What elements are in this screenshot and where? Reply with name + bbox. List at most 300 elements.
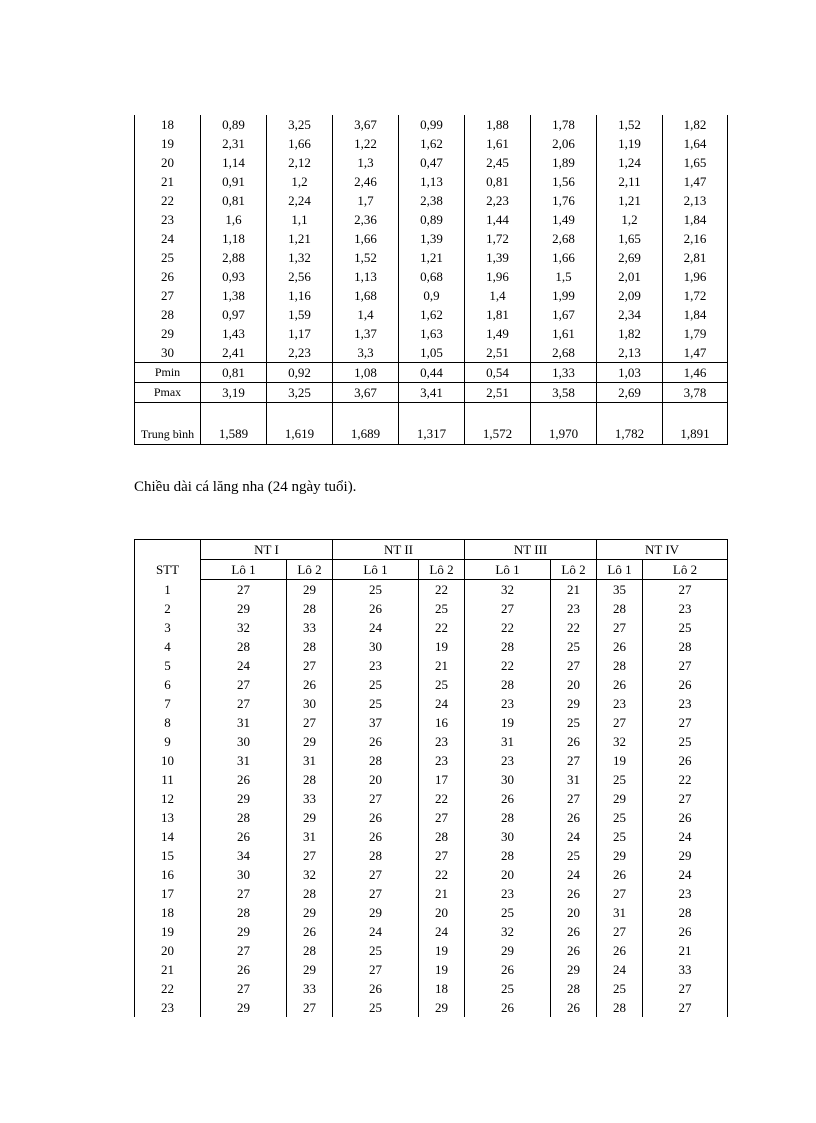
- table-cell: 30: [465, 827, 551, 846]
- table-cell: 1,4: [465, 286, 531, 305]
- table-cell: 23: [333, 656, 419, 675]
- table-cell: 30: [465, 770, 551, 789]
- table-cell: 19: [135, 134, 201, 153]
- table-cell: 1,66: [333, 229, 399, 248]
- table-cell: 28: [201, 637, 287, 656]
- table-cell: 25: [643, 732, 728, 751]
- sub-header: Lô 2: [419, 560, 465, 580]
- table-cell: 3,78: [663, 383, 728, 403]
- sub-header: Lô 1: [201, 560, 287, 580]
- table-cell: 23: [135, 998, 201, 1017]
- table-cell: 21: [135, 960, 201, 979]
- table-row: [135, 580, 728, 600]
- table-cell: 1,61: [531, 324, 597, 343]
- table-cell: 1,6: [201, 210, 267, 229]
- table-cell: 28: [597, 656, 643, 675]
- table-cell: 1,22: [333, 134, 399, 153]
- table-cell: 15: [135, 846, 201, 865]
- table-cell: 25: [135, 248, 201, 267]
- table-cell: 30: [287, 694, 333, 713]
- table-cell: 26: [643, 808, 728, 827]
- table-row: [135, 770, 728, 789]
- table-cell: 25: [465, 903, 551, 922]
- table-cell: 28: [643, 903, 728, 922]
- sub-header: Lô 1: [597, 560, 643, 580]
- table-cell: 28: [419, 827, 465, 846]
- table-cell: 23: [643, 694, 728, 713]
- table-cell: 29: [287, 580, 333, 600]
- table-cell: 1,13: [399, 172, 465, 191]
- table-cell: 1,24: [597, 153, 663, 172]
- table-cell: 29: [333, 903, 419, 922]
- table-row: [135, 210, 728, 229]
- table-cell: 25: [333, 941, 419, 960]
- table-cell: 33: [643, 960, 728, 979]
- average-row: [135, 403, 728, 445]
- table-cell: 26: [551, 922, 597, 941]
- table-cell: 29: [287, 732, 333, 751]
- table-cell: 27: [201, 979, 287, 998]
- table-cell: 0,99: [399, 115, 465, 134]
- table-cell: 30: [201, 732, 287, 751]
- table-cell: 1,47: [663, 343, 728, 363]
- sub-header-row: [135, 560, 728, 580]
- table-cell: 31: [287, 827, 333, 846]
- table-cell: 29: [201, 789, 287, 808]
- table-cell: 2,36: [333, 210, 399, 229]
- table-cell: 25: [419, 675, 465, 694]
- table-cell: 1,21: [399, 248, 465, 267]
- table-cell: 1,38: [201, 286, 267, 305]
- table-row: [135, 922, 728, 941]
- table-cell: 2,88: [201, 248, 267, 267]
- table-row: [135, 751, 728, 770]
- table-cell: 0,97: [201, 305, 267, 324]
- table-cell: 2,06: [531, 134, 597, 153]
- table-cell: 3,19: [201, 383, 267, 403]
- table-cell: 2,34: [597, 305, 663, 324]
- table-cell: 25: [597, 808, 643, 827]
- table-cell: 28: [201, 808, 287, 827]
- table-cell: 1,79: [663, 324, 728, 343]
- table-cell: 13: [135, 808, 201, 827]
- table-cell: 26: [597, 675, 643, 694]
- average-value: 1,317: [399, 403, 465, 445]
- table-cell: 1,3: [333, 153, 399, 172]
- table-cell: 0,47: [399, 153, 465, 172]
- table-cell: 27: [597, 618, 643, 637]
- table-cell: 30: [201, 865, 287, 884]
- table-cell: 29: [287, 903, 333, 922]
- table-cell: 2,51: [465, 343, 531, 363]
- table-row: [135, 248, 728, 267]
- table-cell: 26: [465, 789, 551, 808]
- table-cell: 29: [551, 694, 597, 713]
- table-row: [135, 846, 728, 865]
- table-row: [135, 713, 728, 732]
- table-cell: 27: [419, 808, 465, 827]
- table-cell: 24: [551, 827, 597, 846]
- table-row: [135, 229, 728, 248]
- table-cell: 20: [135, 941, 201, 960]
- table-cell: 1,1: [267, 210, 333, 229]
- table-cell: 26: [287, 922, 333, 941]
- table-cell: 28: [551, 979, 597, 998]
- table-cell: 17: [419, 770, 465, 789]
- table-cell: 1,61: [465, 134, 531, 153]
- table-cell: 34: [201, 846, 287, 865]
- table-cell: 20: [135, 153, 201, 172]
- table-cell: 27: [201, 941, 287, 960]
- table-cell: 27: [597, 884, 643, 903]
- table-cell: 35: [597, 580, 643, 600]
- table-cell: 27: [201, 675, 287, 694]
- table-cell: 16: [135, 865, 201, 884]
- table-cell: 27: [551, 656, 597, 675]
- table-cell: 29: [201, 922, 287, 941]
- table-cell: 0,81: [201, 191, 267, 210]
- table-cell: 24: [551, 865, 597, 884]
- table-cell: 2,38: [399, 191, 465, 210]
- table-cell: 24: [201, 656, 287, 675]
- table-cell: 28: [333, 751, 419, 770]
- length-table-body: [135, 580, 728, 1018]
- table-cell: 21: [419, 656, 465, 675]
- table-cell: 20: [465, 865, 551, 884]
- table-cell: 27: [287, 846, 333, 865]
- table-cell: 25: [597, 979, 643, 998]
- table-cell: 19: [465, 713, 551, 732]
- table-cell: 2,16: [663, 229, 728, 248]
- table-cell: 37: [333, 713, 419, 732]
- table-cell: 25: [597, 770, 643, 789]
- table-cell: 1,66: [267, 134, 333, 153]
- table-row: [135, 789, 728, 808]
- table-cell: 26: [551, 732, 597, 751]
- table-cell: 19: [135, 922, 201, 941]
- table-cell: 17: [135, 884, 201, 903]
- table-cell: 28: [643, 637, 728, 656]
- table-cell: 1,08: [333, 363, 399, 383]
- table-cell: 26: [551, 808, 597, 827]
- table-cell: 26: [597, 941, 643, 960]
- table-cell: 16: [419, 713, 465, 732]
- table-row: [135, 675, 728, 694]
- table-cell: 25: [551, 846, 597, 865]
- table-cell: 2,56: [267, 267, 333, 286]
- table-cell: 0,92: [267, 363, 333, 383]
- table-cell: 31: [201, 713, 287, 732]
- table-cell: 28: [333, 846, 419, 865]
- table-cell: 6: [135, 675, 201, 694]
- average-value: 1,619: [267, 403, 333, 445]
- table-cell: 24: [333, 618, 419, 637]
- table-cell: 26: [201, 960, 287, 979]
- table-cell: 1,46: [663, 363, 728, 383]
- table-cell: 1,18: [201, 229, 267, 248]
- table-cell: 26: [597, 865, 643, 884]
- table-cell: 28: [465, 808, 551, 827]
- group-header: NT III: [465, 540, 597, 560]
- table-cell: 8: [135, 713, 201, 732]
- table-cell: 28: [287, 884, 333, 903]
- weight-table-body: [135, 115, 728, 445]
- table-cell: 26: [135, 267, 201, 286]
- table-cell: 1,68: [333, 286, 399, 305]
- average-value: 1,891: [663, 403, 728, 445]
- table-cell: 1,17: [267, 324, 333, 343]
- table-cell: 12: [135, 789, 201, 808]
- table-cell: 3,41: [399, 383, 465, 403]
- table-cell: 1,64: [663, 134, 728, 153]
- weight-table: [134, 115, 728, 445]
- table-cell: 23: [465, 751, 551, 770]
- table-cell: 28: [287, 941, 333, 960]
- table-cell: 1,62: [399, 134, 465, 153]
- table-cell: 24: [419, 694, 465, 713]
- table-cell: 27: [643, 789, 728, 808]
- table-cell: 26: [551, 884, 597, 903]
- table-cell: 27: [551, 789, 597, 808]
- table-cell: 19: [597, 751, 643, 770]
- table-cell: 23: [597, 694, 643, 713]
- average-label: Trung bình: [135, 403, 201, 445]
- table-cell: 26: [465, 960, 551, 979]
- table-cell: 27: [333, 884, 419, 903]
- table-cell: 21: [135, 172, 201, 191]
- table-cell: 2,01: [597, 267, 663, 286]
- table-cell: 3,3: [333, 343, 399, 363]
- stt-header-top: [135, 540, 201, 560]
- table-cell: 23: [643, 884, 728, 903]
- table-row: [135, 267, 728, 286]
- table-cell: 33: [287, 789, 333, 808]
- table-cell: 1,47: [663, 172, 728, 191]
- table-cell: 29: [597, 846, 643, 865]
- table-cell: 28: [597, 599, 643, 618]
- table-cell: 0,9: [399, 286, 465, 305]
- table-cell: 31: [201, 751, 287, 770]
- table-cell: 27: [643, 979, 728, 998]
- table-cell: 29: [135, 324, 201, 343]
- table-cell: 22: [135, 191, 201, 210]
- stt-header: STT: [135, 560, 201, 580]
- table-cell: 1,99: [531, 286, 597, 305]
- table-cell: 5: [135, 656, 201, 675]
- table-row: [135, 732, 728, 751]
- table-cell: 1,84: [663, 210, 728, 229]
- table-row: [135, 808, 728, 827]
- table-cell: 0,81: [201, 363, 267, 383]
- table-cell: 3,67: [333, 115, 399, 134]
- average-value: 1,572: [465, 403, 531, 445]
- table-cell: 1,63: [399, 324, 465, 343]
- table-cell: 29: [287, 808, 333, 827]
- table-cell: 22: [551, 618, 597, 637]
- table-cell: 26: [551, 941, 597, 960]
- table-cell: 22: [643, 770, 728, 789]
- table-cell: 29: [597, 789, 643, 808]
- table-cell: 20: [419, 903, 465, 922]
- table-cell: 1,13: [333, 267, 399, 286]
- table-cell: 1,16: [267, 286, 333, 305]
- table-cell: 2,68: [531, 229, 597, 248]
- table-cell: 21: [419, 884, 465, 903]
- table-cell: 1,59: [267, 305, 333, 324]
- table-cell: 4: [135, 637, 201, 656]
- table-row: [135, 979, 728, 998]
- table-cell: 31: [287, 751, 333, 770]
- table-cell: 21: [643, 941, 728, 960]
- table-cell: 1,96: [465, 267, 531, 286]
- table-cell: 25: [333, 694, 419, 713]
- table-cell: 28: [287, 770, 333, 789]
- table-cell: 1,39: [399, 229, 465, 248]
- table-cell: 0,91: [201, 172, 267, 191]
- table-cell: 0,89: [399, 210, 465, 229]
- table-cell: 1,21: [597, 191, 663, 210]
- table-cell: 27: [597, 713, 643, 732]
- table-cell: 33: [287, 979, 333, 998]
- table-cell: 1,7: [333, 191, 399, 210]
- table-cell: 32: [201, 618, 287, 637]
- table-cell: 3,25: [267, 383, 333, 403]
- table-cell: 26: [201, 770, 287, 789]
- table-cell: 26: [643, 675, 728, 694]
- table-cell: 29: [465, 941, 551, 960]
- table-cell: 29: [643, 846, 728, 865]
- group-header-row: [135, 540, 728, 560]
- table-row: [135, 865, 728, 884]
- table-cell: 25: [333, 675, 419, 694]
- table-cell: 24: [643, 827, 728, 846]
- table-cell: 1,65: [663, 153, 728, 172]
- sub-header: Lô 2: [643, 560, 728, 580]
- table-cell: 27: [333, 789, 419, 808]
- table-cell: 2,41: [201, 343, 267, 363]
- table-cell: 18: [135, 115, 201, 134]
- table-cell: 0,81: [465, 172, 531, 191]
- table-cell: 2,45: [465, 153, 531, 172]
- table-cell: 18: [135, 903, 201, 922]
- table-cell: 26: [643, 751, 728, 770]
- table-cell: 28: [597, 998, 643, 1017]
- table-cell: 0,54: [465, 363, 531, 383]
- table-row: [135, 153, 728, 172]
- table-cell: 1,49: [531, 210, 597, 229]
- table-cell: 27: [333, 865, 419, 884]
- table-cell: 27: [287, 998, 333, 1017]
- table-cell: 2,23: [267, 343, 333, 363]
- table-cell: 23: [135, 210, 201, 229]
- table-cell: 26: [333, 827, 419, 846]
- table-row: [135, 998, 728, 1017]
- table-cell: 7: [135, 694, 201, 713]
- table-row: [135, 324, 728, 343]
- table-cell: 1,49: [465, 324, 531, 343]
- average-value: 1,970: [531, 403, 597, 445]
- table-cell: 29: [551, 960, 597, 979]
- table-cell: 27: [551, 751, 597, 770]
- table-cell: 27: [419, 846, 465, 865]
- table-cell: 1,33: [531, 363, 597, 383]
- table-row: [135, 960, 728, 979]
- table-cell: 1,21: [267, 229, 333, 248]
- table-cell: 26: [551, 998, 597, 1017]
- table-cell: 1,4: [333, 305, 399, 324]
- table-cell: 22: [419, 865, 465, 884]
- average-value: 1,689: [333, 403, 399, 445]
- table-cell: 0,89: [201, 115, 267, 134]
- table-cell: 27: [287, 656, 333, 675]
- table-cell: 30: [333, 637, 419, 656]
- table-cell: 26: [333, 732, 419, 751]
- table-cell: 1: [135, 580, 201, 600]
- table-cell: 0,44: [399, 363, 465, 383]
- table-cell: Pmin: [135, 363, 201, 383]
- table-cell: 25: [419, 599, 465, 618]
- table-cell: 2,51: [465, 383, 531, 403]
- average-value: 1,589: [201, 403, 267, 445]
- table-cell: 20: [551, 675, 597, 694]
- table-cell: 14: [135, 827, 201, 846]
- table-cell: 2,24: [267, 191, 333, 210]
- table-cell: 25: [465, 979, 551, 998]
- table-cell: 26: [643, 922, 728, 941]
- table-cell: 28: [135, 305, 201, 324]
- table-cell: 27: [465, 599, 551, 618]
- table-cell: 3,25: [267, 115, 333, 134]
- table-cell: 24: [597, 960, 643, 979]
- table-cell: 2,69: [597, 248, 663, 267]
- table-cell: 3: [135, 618, 201, 637]
- table-cell: 27: [135, 286, 201, 305]
- table-cell: 1,05: [399, 343, 465, 363]
- table-row: [135, 599, 728, 618]
- table-cell: 1,03: [597, 363, 663, 383]
- table-cell: 28: [201, 903, 287, 922]
- table-cell: 2: [135, 599, 201, 618]
- sub-header: Lô 1: [465, 560, 551, 580]
- group-header: NT II: [333, 540, 465, 560]
- table-cell: 25: [333, 998, 419, 1017]
- table-cell: 22: [419, 618, 465, 637]
- table-cell: 1,39: [465, 248, 531, 267]
- table-cell: 20: [333, 770, 419, 789]
- table-cell: 1,82: [663, 115, 728, 134]
- length-table: [134, 539, 728, 1017]
- table-cell: 26: [287, 675, 333, 694]
- group-header: NT I: [201, 540, 333, 560]
- table-cell: 25: [643, 618, 728, 637]
- table-cell: 1,78: [531, 115, 597, 134]
- table-cell: 1,56: [531, 172, 597, 191]
- table-cell: 1,89: [531, 153, 597, 172]
- table-cell: 1,14: [201, 153, 267, 172]
- table-cell: 22: [419, 580, 465, 600]
- table-cell: 23: [419, 751, 465, 770]
- table-row: [135, 637, 728, 656]
- table-row: [135, 305, 728, 324]
- table-row: [135, 694, 728, 713]
- table-cell: 31: [465, 732, 551, 751]
- table-cell: 26: [597, 637, 643, 656]
- table-cell: 9: [135, 732, 201, 751]
- table-row: [135, 115, 728, 134]
- sub-header: Lô 2: [551, 560, 597, 580]
- table-cell: 2,69: [597, 383, 663, 403]
- table-cell: 1,62: [399, 305, 465, 324]
